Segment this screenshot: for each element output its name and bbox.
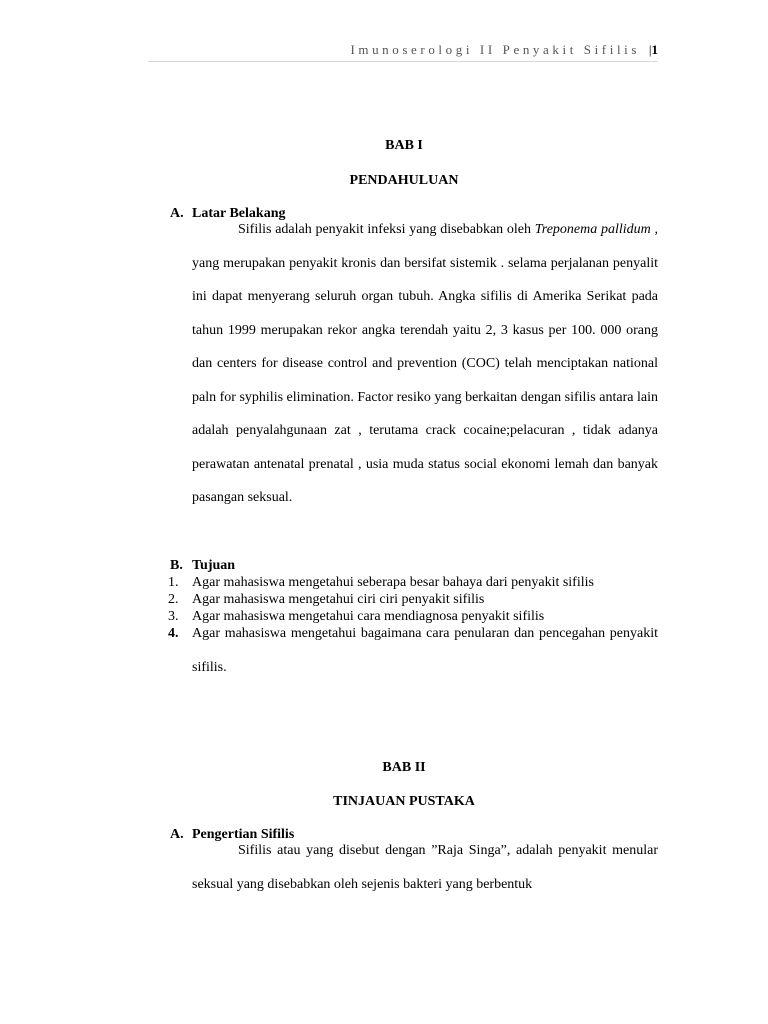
header-rule: [148, 61, 658, 62]
section-title: Tujuan: [192, 558, 236, 573]
page-number: 1: [651, 42, 658, 57]
section-title: Pengertian Sifilis: [192, 827, 295, 842]
page-header: [150, 42, 658, 58]
document-page: Imunoserologi II Penyakit Sifilis |1 BAB I PENDAHULUAN A. Latar Belakang Sifilis adalah penyakit infeksi yang disebabkan oleh Treponema pallidum , yang merupakan penyakit kronis dan bersifat sistemik . selama perjalanan penyalit ini dapat menyerang seluruh organ tubuh. Angka sifilis di Amerika Serikat pada tahun 1999 merupakan rekor angka terendah yaitu 2, 3 kasus per 100. 000 orang dan centers for disease control and prevention (COC) telah menciptakan national paln for syphilis elimination. Factor resiko yang berkaitan dengan sifilis antara lain adalah penyalahgunaan zat , terutama crack cocaine;pelacuran , tidak adanya perawatan antenatal prenatal , usia muda status social ekonomi lemah dan banyak pasangan seksual. B. Tujuan 1. Agar mahasiswa mengetahui seberapa besar bahaya dari penyakit sifilis 2. Agar mahasiswa mengetahui ciri ciri penyakit sifilis 3. Agar mahasiswa mengetahui cara mendiagnosa penyakit sifilis 4. Agar mahasiswa mengetahui bagaimana cara penularan dan pencegahan penyakit sifilis. BAB II TINJAUAN PUSTAKA A. Pengertian Sifilis Sifilis atau yang disebut dengan ”Raja Singa”, adalah penyakit menular seksual yang disebabkan oleh sejenis bakteri yang berbentuk: [0, 0, 768, 1024]
section-letter: A.: [170, 827, 184, 842]
section-title: Latar Belakang: [192, 206, 286, 221]
chapter-subtitle: PENDAHULUAN: [349, 173, 459, 188]
paragraph-latar-belakang: Sifilis adalah penyakit infeksi yang disebabkan oleh Treponema pallidum , yang merupakan penyakit kronis dan bersifat sistemik . selama perjalanan penyalit ini dapat menyerang seluruh organ tubuh. Angka sifilis di Amerika Serikat pada tahun 1999 merupakan rekor angka terendah yaitu 2, 3 kasus per 100. 000 orang dan centers for disease control and prevention (COC) telah menciptakan national paln for syphilis elimination. Factor resiko yang berkaitan dengan sifilis antara lain adalah penyalahgunaan zat , terutama crack cocaine;pelacuran , tidak adanya perawatan antenatal prenatal , usia muda status social ekonomi lemah dan banyak pasangan seksual.: [192, 222, 659, 505]
section-letter: B.: [170, 558, 183, 573]
paragraph-pengertian: Sifilis atau yang disebut dengan ”Raja Singa”, adalah penyakit menular seksual yang disebabkan oleh sejenis bakteri yang berbentuk: [192, 843, 658, 892]
section-heading-tujuan: [170, 557, 235, 575]
chapter-title: BAB II: [382, 760, 426, 775]
header-title: Imunoserologi II Penyakit Sifilis: [350, 42, 641, 57]
chapter-subtitle: TINJAUAN PUSTAKA: [333, 794, 475, 809]
species-name: Treponema pallidum: [534, 222, 651, 237]
section-letter: A.: [170, 206, 184, 221]
chapter-title: BAB I: [385, 138, 423, 153]
header-separator: |: [648, 42, 652, 57]
